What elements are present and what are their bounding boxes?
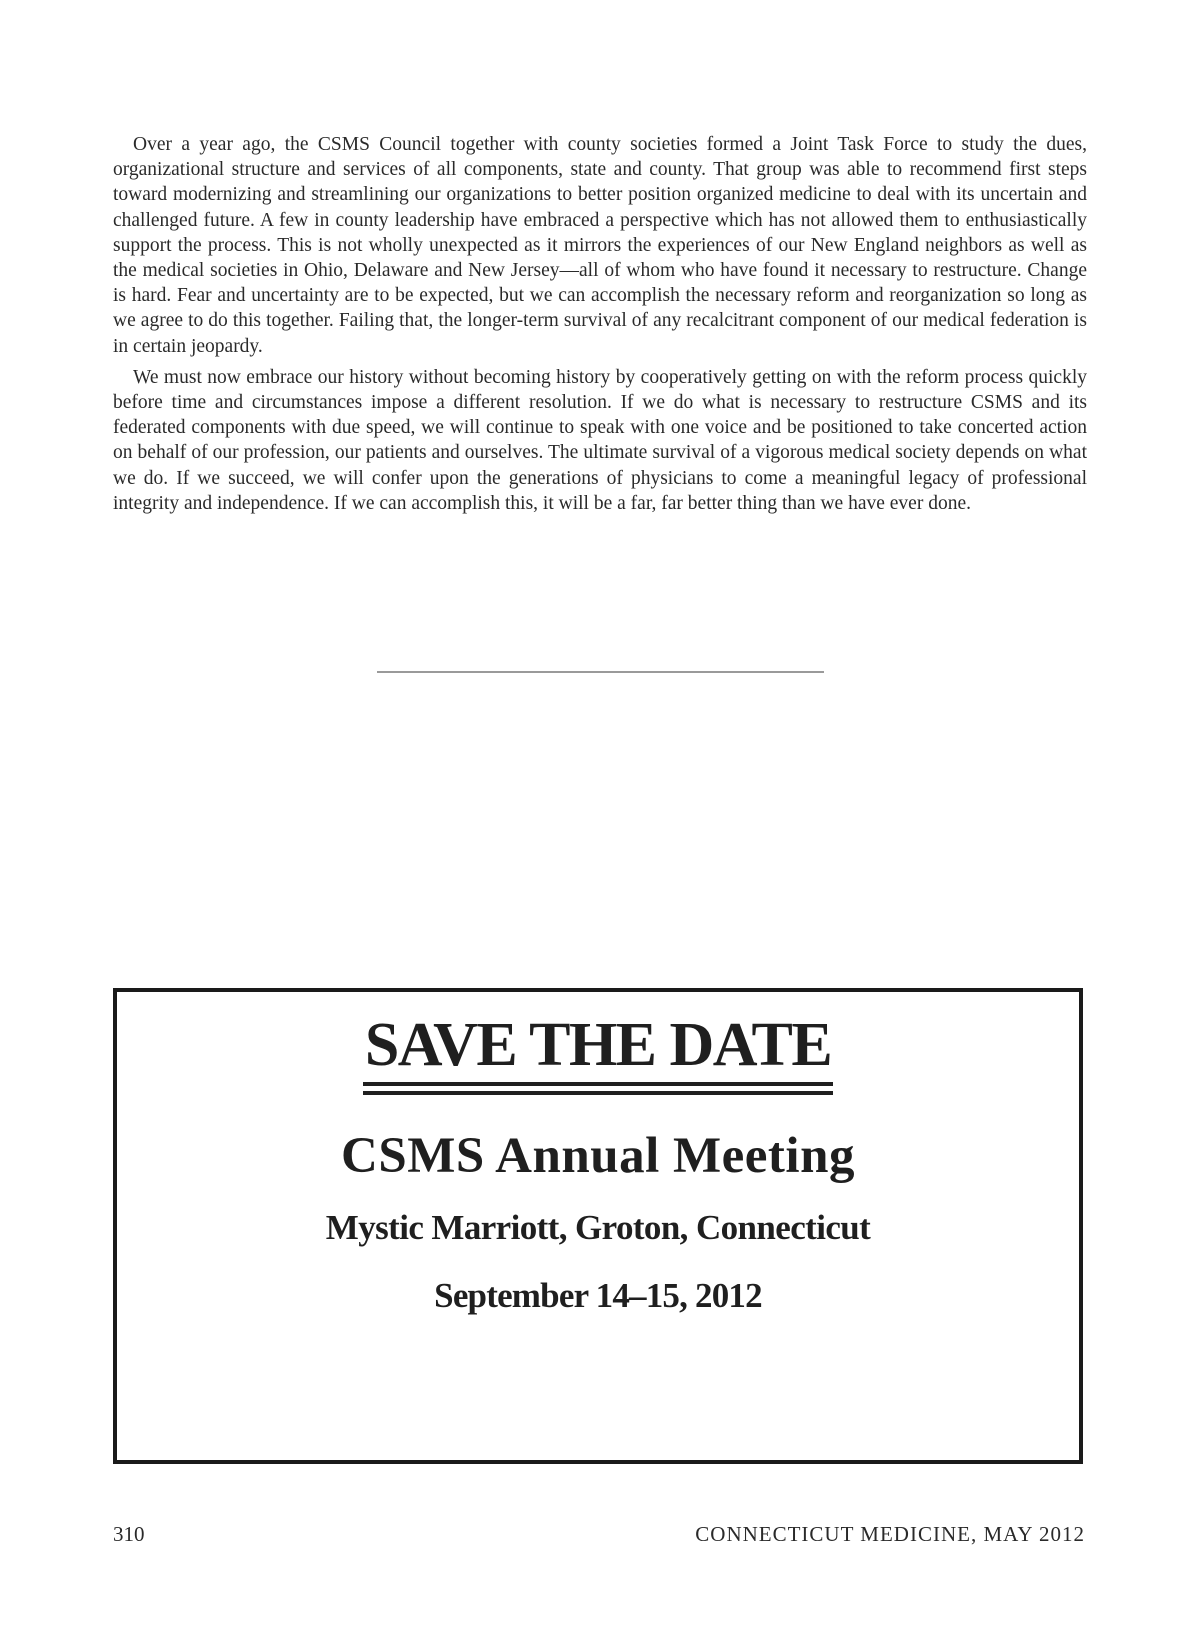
save-the-date-heading-wrap xyxy=(363,1010,833,1095)
article-body xyxy=(113,132,1087,522)
save-the-date-box xyxy=(113,988,1083,1464)
heading-double-underline xyxy=(363,1082,833,1095)
event-title: CSMS Annual Meeting xyxy=(341,1128,855,1184)
section-divider xyxy=(377,671,824,673)
event-dates: September 14–15, 2012 xyxy=(434,1276,762,1315)
article-paragraph: We must now embrace our history without becoming history by cooperatively getting on with the reform process quickly before time and circumstances impose a different resolution. If we do what is necessary to restructure CSMS and its federated components with due speed, we will continue to speak with one voice and be positioned to take concerted action on behalf of our profession, our patients and ourselves. The ultimate survival of a vigorous medical society depends on what we do. If we succeed, we will confer upon the generations of physicians to come a meaningful legacy of professional integrity and independence. If we can accomplish this, it will be a far, far better thing than we have ever done. xyxy=(113,366,1087,514)
event-venue: Mystic Marriott, Groton, Connecticut xyxy=(325,1208,871,1247)
save-the-date-heading: SAVE THE DATE xyxy=(364,1011,832,1079)
article-paragraph: Over a year ago, the CSMS Council together with county societies formed a Joint Task Force to study the dues, organizational structure and services of all components, state and county. That group was able to recommend first steps toward modernizing and streamlining our organizations to better position organized medicine to deal with its uncertain and challenged future. A few in county leadership have embraced a perspective which has not allowed them to enthusiastically support the process. This is not wholly unexpected as it mirrors the experiences of our New England neighbors as well as the medical societies in Ohio, Delaware and New Jersey—all of whom who have found it necessary to restructure. Change is hard. Fear and uncertainty are to be expected, but we can accomplish the necessary reform and reorganization so long as we agree to do this together. Failing that, the longer-term survival of any recalcitrant component of our medical federation is in certain jeopardy. xyxy=(113,134,1087,357)
page-number: 310 xyxy=(113,1522,145,1546)
publication-footer: CONNECTICUT MEDICINE, MAY 2012 xyxy=(695,1522,1085,1546)
